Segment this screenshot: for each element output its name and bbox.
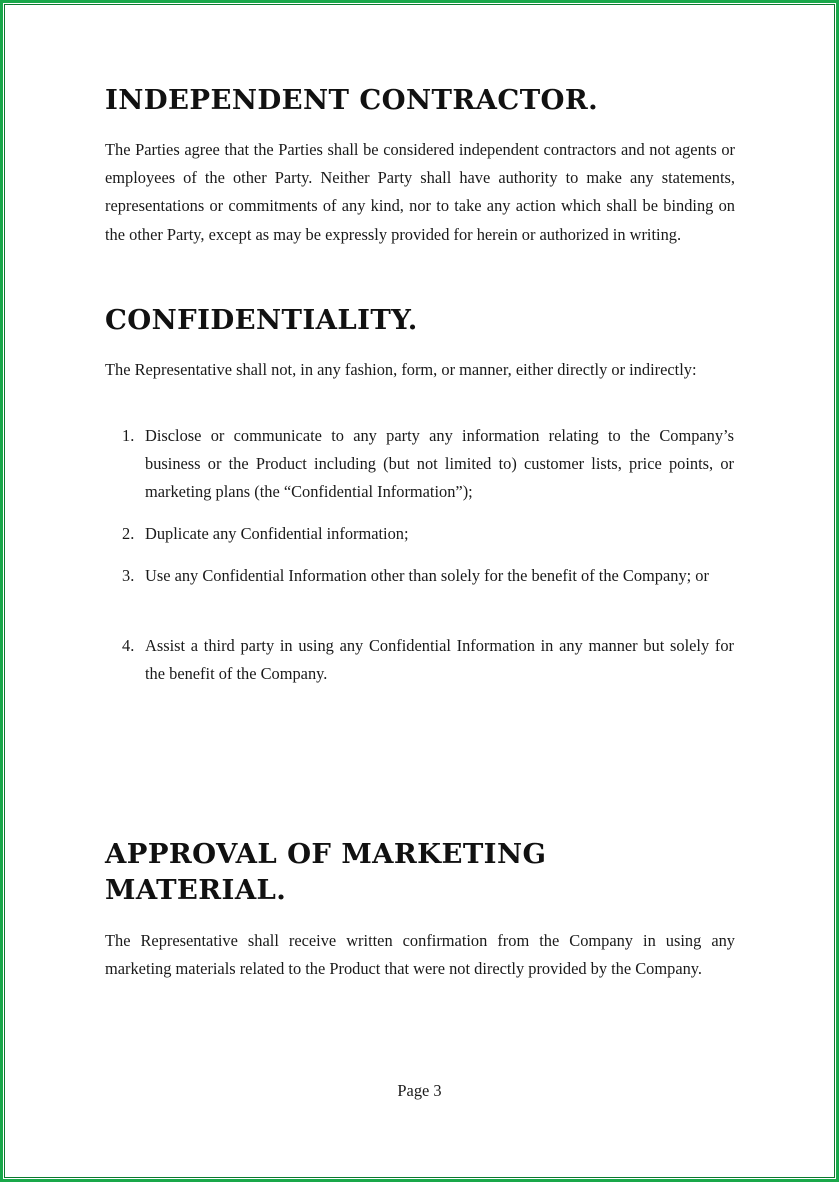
list-item-number: 4. — [122, 636, 135, 655]
paragraph-approval: The Representative shall receive written confirmation from the Company in using any marketing materials related to the Product that were not directly provided by the Company. — [105, 931, 735, 979]
list-item-text: Assist a third party in using any Confidential Information in any manner but solely for the benefit of the Company. — [145, 636, 734, 684]
heading-independent-contractor: INDEPENDENT CONTRACTOR. — [105, 84, 599, 116]
list-item-text: Use any Confidential Information other than solely for the benefit of the Company; or — [145, 566, 709, 585]
list-item-number: 3. — [122, 566, 135, 585]
heading-approval-line1: APPROVAL OF MARKETING — [105, 838, 547, 870]
page-number: Page 3 — [397, 1081, 442, 1100]
list-item-text: Duplicate any Confidential information; — [145, 524, 409, 543]
paragraph-confidentiality-intro: The Representative shall not, in any fashion, form, or manner, either directly or indirectly: — [105, 360, 697, 379]
paragraph-independent-contractor: The Parties agree that the Parties shall be considered independent contractors and not agents or employees of the other Party. Neither Party shall have authority to make any statements, representations or commitments of any kind, nor to take any action which shall be binding on the other Party, except as may be expressly provided for herein or authorized in writing. — [105, 140, 735, 244]
list-item-text: Disclose or communicate to any party any information relating to the Company’s business or the Product including (but not limited to) customer lists, price points, or marketing plans (the “Confidential Information”); — [145, 426, 734, 502]
list-item-number: 1. — [122, 426, 135, 445]
heading-confidentiality: CONFIDENTIALITY. — [105, 304, 418, 336]
list-item-number: 2. — [122, 524, 135, 543]
heading-approval-line2: MATERIAL. — [105, 874, 287, 906]
